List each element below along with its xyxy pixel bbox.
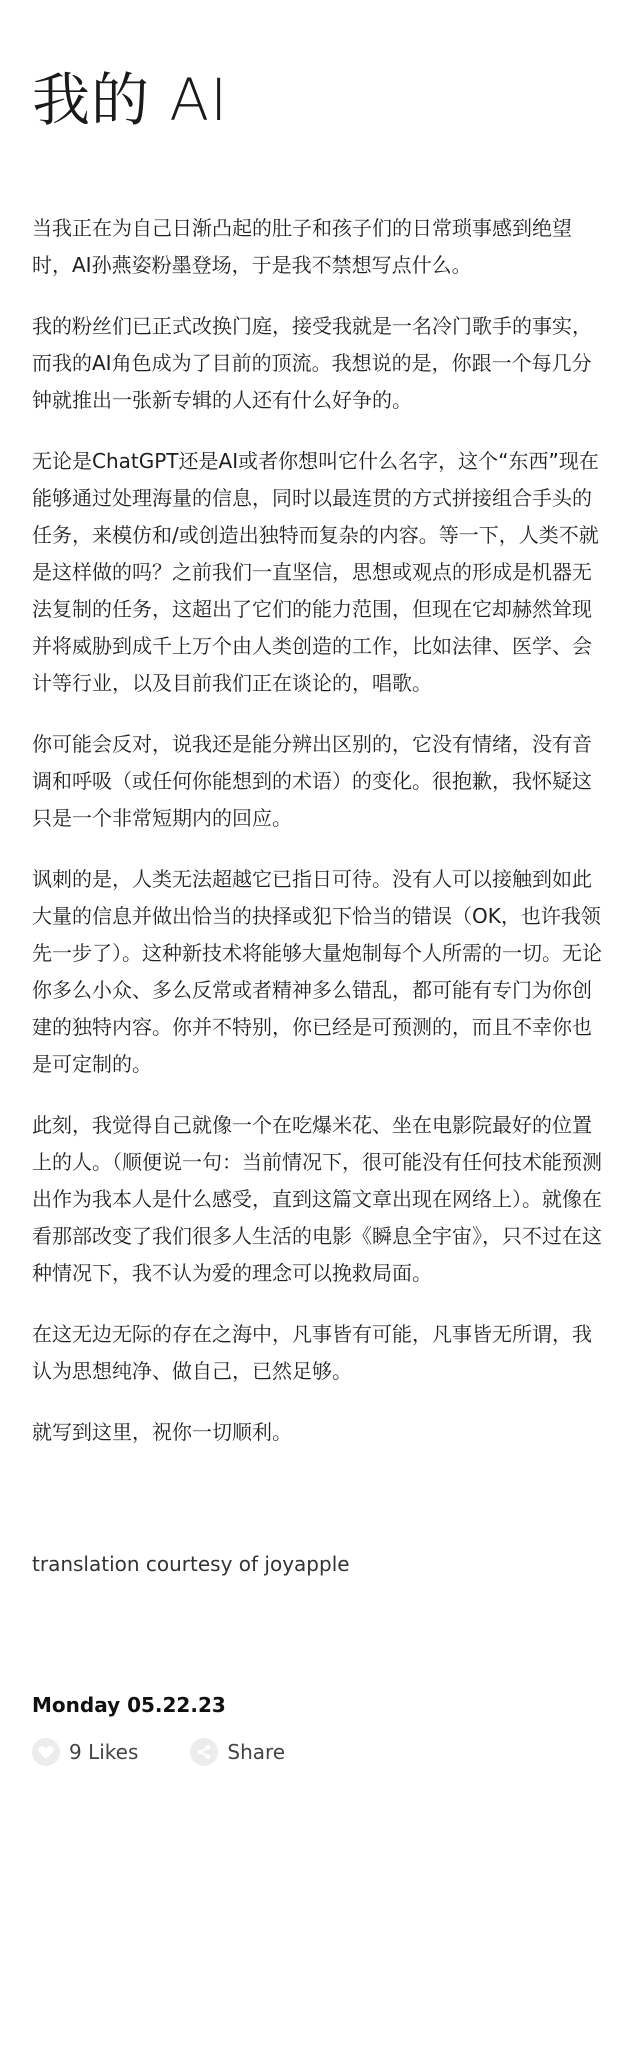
post-actions [32,1737,604,1767]
translation-credit: translation courtesy of joyapple [32,1552,350,1576]
share-icon [190,1738,218,1766]
heart-icon [32,1738,60,1766]
post-title: 我的 AI [32,66,229,134]
post-paragraph: 当我正在为自己日渐凸起的肚子和孩子们的日常琐事感到绝望时，AI孙燕姿粉墨登场，于是我不禁想写点什么。 [32,216,572,277]
post-paragraph: 此刻，我觉得自己就像一个在吃爆米花、坐在电影院最好的位置上的人。（顺便说一句：当前情况下，很可能没有任何技术能预测出作为我本人是什么感受，直到这篇文章出现在网络上）。就像在看那部改变了我们很多人生活的电影《瞬息全宇宙》，只不过在这种情况下，我不认为爱的理念可以挽救局面。 [32,1113,602,1285]
like-button[interactable] [32,1738,138,1766]
post-paragraph: 就写到这里，祝你一切顺利。 [32,1420,292,1444]
post-body [32,210,604,1451]
post-paragraph: 讽刺的是，人类无法超越它已指日可待。没有人可以接触到如此大量的信息并做出恰当的抉择或犯下恰当的错误（OK，也许我领先一步了）。这种新技术将能够大量炮制每个人所需的一切。无论你多么小众、多么反常或者精神多么错乱，都可能有专门为你创建的独特内容。你并不特别，你已经是可预测的，而且不幸你也是可定制的。 [32,867,602,1076]
likes-count: 9 Likes [69,1740,139,1764]
post-paragraph: 无论是ChatGPT还是AI或者你想叫它什么名字，这个“东西”现在能够通过处理海量的信息，同时以最连贯的方式拼接组合手头的任务，来模仿和/或创造出独特而复杂的内容。等一下，人类不就是这样做的吗？之前我们一直坚信，思想或观点的形成是机器无法复制的任务，这超出了它们的能力范围，但现在它却赫然耸现并将威胁到成千上万个由人类创造的工作，比如法律、医学、会计等行业，以及目前我们正在谈论的，唱歌。 [32,449,599,695]
post-paragraph: 你可能会反对，说我还是能分辨出区别的，它没有情绪，没有音调和呼吸（或任何你能想到的术语）的变化。很抱歉，我怀疑这只是一个非常短期内的回应。 [32,732,592,830]
share-button[interactable] [190,1738,285,1766]
post-date: Monday 05.22.23 [32,1693,226,1717]
post-paragraph: 我的粉丝们已正式改换门庭，接受我就是一名冷门歌手的事实，而我的AI角色成为了目前的顶流。我想说的是，你跟一个每几分钟就推出一张新专辑的人还有什么好争的。 [32,314,592,412]
share-label: Share [227,1740,286,1764]
post-paragraph: 在这无边无际的存在之海中，凡事皆有可能，凡事皆无所谓，我认为思想纯净、做自己，已然足够。 [32,1322,592,1383]
